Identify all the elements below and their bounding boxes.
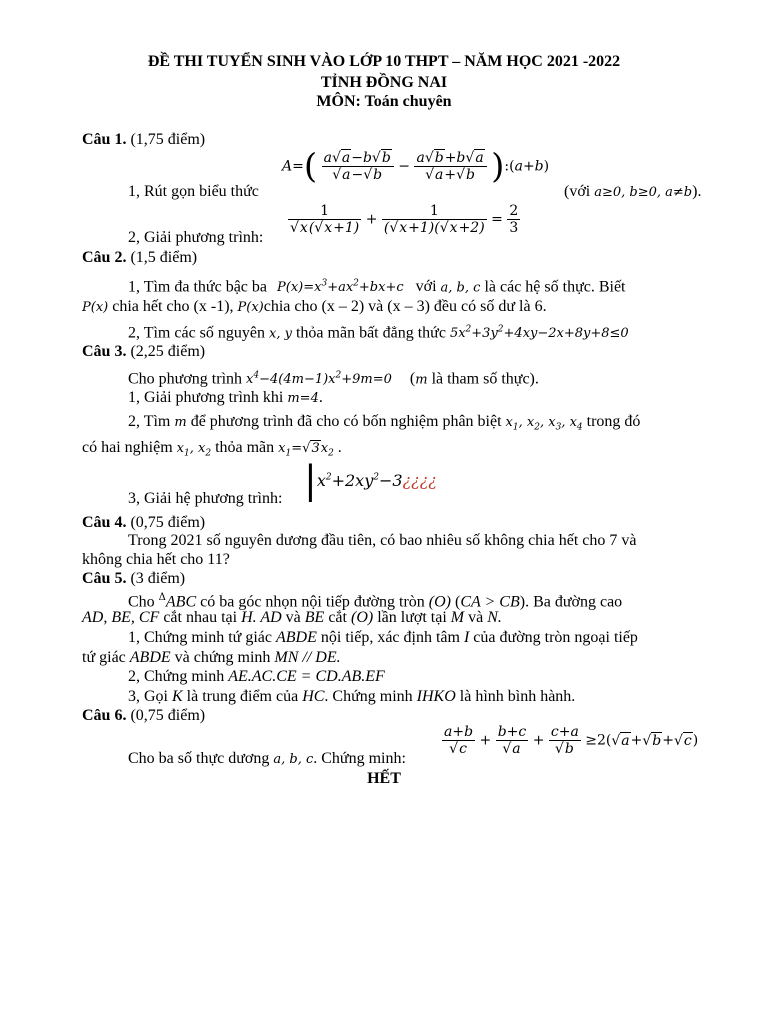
q3-heading bbox=[82, 342, 205, 362]
q3-equation-math: $x^4-4(4m-1)x^2+9m=0$ bbox=[246, 371, 392, 388]
q1-heading bbox=[82, 130, 205, 150]
q2-points: (1,5 điểm) bbox=[126, 249, 198, 266]
q5-line3: 1, Chứng minh tứ giác ABDE nội tiếp, xác định tâm I của đường tròn ngoại tiếp bbox=[128, 629, 638, 646]
q5-heading bbox=[82, 569, 185, 589]
q3-m-ref: m bbox=[174, 415, 187, 430]
q4-line2: không chia hết cho 11? bbox=[82, 551, 230, 568]
q1-condition: (với a≥0, b≥0, a≠b). bbox=[564, 183, 702, 200]
q2-vars-math: x, y bbox=[269, 326, 292, 342]
q6-title: Câu 6. bbox=[82, 707, 127, 724]
q3-two-roots-math: $x_1$, $x_2$ bbox=[176, 441, 212, 459]
q1-title: Câu 1. bbox=[82, 131, 127, 148]
q3-system-math: $|x^2+2xy^2-3¿¿¿¿$ bbox=[304, 458, 437, 502]
q1-condition-math: a≥0, b≥0, a≠b bbox=[594, 185, 693, 200]
q1-expression: A=( $\frac{a√a-b√b}{√a-√b}$ − $\frac{a√b+b√a}{√a+√b}$ ):(a+b) bbox=[282, 146, 550, 187]
q5-line5: 2, Chứng minh AE.AC.CE = CD.AB.EF bbox=[128, 668, 385, 685]
q2-poly-math: $P(x)=x^3+ax^2+bx+c$ bbox=[277, 279, 404, 296]
q1-part1-label: 1, Rút gọn biểu thức bbox=[128, 183, 259, 200]
q3-relation-math: $x_1=√3x_2$ bbox=[278, 441, 334, 459]
exam-province: TỈNH ĐỒNG NAI bbox=[320, 74, 448, 91]
q5-title: Câu 5. bbox=[82, 570, 127, 587]
q3-title: Câu 3. bbox=[82, 343, 127, 360]
q2-part2: 2, Tìm các số nguyên x, y thỏa mãn bất đẳng thức $5x^2+3y^2+4xy-2x+8y+8\le 0$ bbox=[128, 324, 629, 342]
q5-line1: Cho $^\Delta$ABC có ba góc nhọn nội tiếp đường tròn (O) (CA > CB). Ba đường cao bbox=[128, 592, 623, 611]
q2-heading bbox=[82, 248, 197, 268]
q2-poly-ref-1: P(x) bbox=[82, 300, 109, 315]
q3-part1: 1, Giải phương trình khi m=4. bbox=[128, 389, 323, 406]
q4-line1: Trong 2021 số nguyên dương đầu tiên, có bao nhiêu số không chia hết cho 7 và bbox=[128, 532, 637, 549]
q4-title: Câu 4. bbox=[82, 514, 127, 531]
q6-heading bbox=[82, 706, 205, 726]
q2-poly-ref-2: P(x) bbox=[237, 300, 264, 315]
q4-points: (0,75 điểm) bbox=[126, 514, 206, 531]
exam-title: ĐỀ THI TUYỂN SINH VÀO LỚP 10 THPT – NĂM HỌC 2021 -2022 bbox=[147, 53, 621, 70]
q3-param-math: m bbox=[415, 372, 428, 388]
q6-vars-math: a, b, c bbox=[273, 752, 314, 767]
triangle-icon: Δ bbox=[158, 592, 166, 603]
q1-part2-label: 2, Giải phương trình: bbox=[128, 229, 264, 246]
q3-part2-line2: có hai nghiệm $x_1$, $x_2$ thỏa mãn $x_1=√3x_2$ . bbox=[82, 439, 342, 459]
q2-coeffs-math: a, b, c bbox=[440, 280, 481, 296]
q3-m-value-math: m=4 bbox=[287, 391, 319, 406]
q3-roots-math: $x_1$, $x_2$, $x_3$, $x_4$ bbox=[505, 415, 583, 433]
q3-part3-label: 3, Giải hệ phương trình: bbox=[128, 490, 283, 507]
q6-inequality-math: $\frac{a+b}{√c}$ + $\frac{b+c}{√a}$ + $\frac{c+a}{√b}$ ≥2(√a+√b+√c) bbox=[444, 724, 699, 757]
q1-equation: $\frac{1}{√x(√x+1)}$ + $\frac{1}{(√x+1)(√x+2)}$ = $\frac{2}{3}$ bbox=[290, 203, 519, 236]
q3-intro: Cho phương trình $x^4-4(4m-1)x^2+9m=0$ (m là tham số thực). bbox=[128, 370, 539, 388]
q3-system-garbled: ¿¿¿¿ bbox=[402, 470, 437, 490]
q2-part1-line1: 1, Tìm đa thức bậc ba $P(x)=x^3+ax^2+bx+c$ với a, b, c là các hệ số thực. Biết bbox=[128, 278, 626, 296]
q2-part1-line2: P(x) chia hết cho (x -1), P(x)chia cho (x – 2) và (x – 3) đều có số dư là 6. bbox=[82, 298, 547, 315]
q4-heading bbox=[82, 513, 205, 533]
q5-points: (3 điểm) bbox=[126, 570, 186, 587]
q5-line4: tứ giác ABDE và chứng minh MN // DE. bbox=[82, 649, 341, 666]
q3-points: (2,25 điểm) bbox=[126, 343, 206, 360]
q2-inequality-math: $5x^2+3y^2+4xy-2x+8y+8\le 0$ bbox=[449, 325, 629, 342]
q5-line2: AD, BE, CF cắt nhau tại H. AD và BE cắt (O) lần lượt tại M và N. bbox=[82, 609, 502, 626]
q6-points: (0,75 điểm) bbox=[126, 707, 206, 724]
exam-subject: MÔN: Toán chuyên bbox=[316, 93, 452, 110]
q3-part2-line1: 2, Tìm m để phương trình đã cho có bốn nghiệm phân biệt $x_1$, $x_2$, $x_3$, $x_4$ trong đó bbox=[128, 413, 641, 433]
q5-line6: 3, Gọi K là trung điểm của HC. Chứng minh IHKO là hình bình hành. bbox=[128, 688, 576, 705]
exam-end: HẾT bbox=[367, 770, 401, 787]
q2-title: Câu 2. bbox=[82, 249, 127, 266]
q1-points: (1,75 điểm) bbox=[126, 131, 206, 148]
q6-line1: Cho ba số thực dương a, b, c. Chứng minh: bbox=[128, 750, 406, 767]
